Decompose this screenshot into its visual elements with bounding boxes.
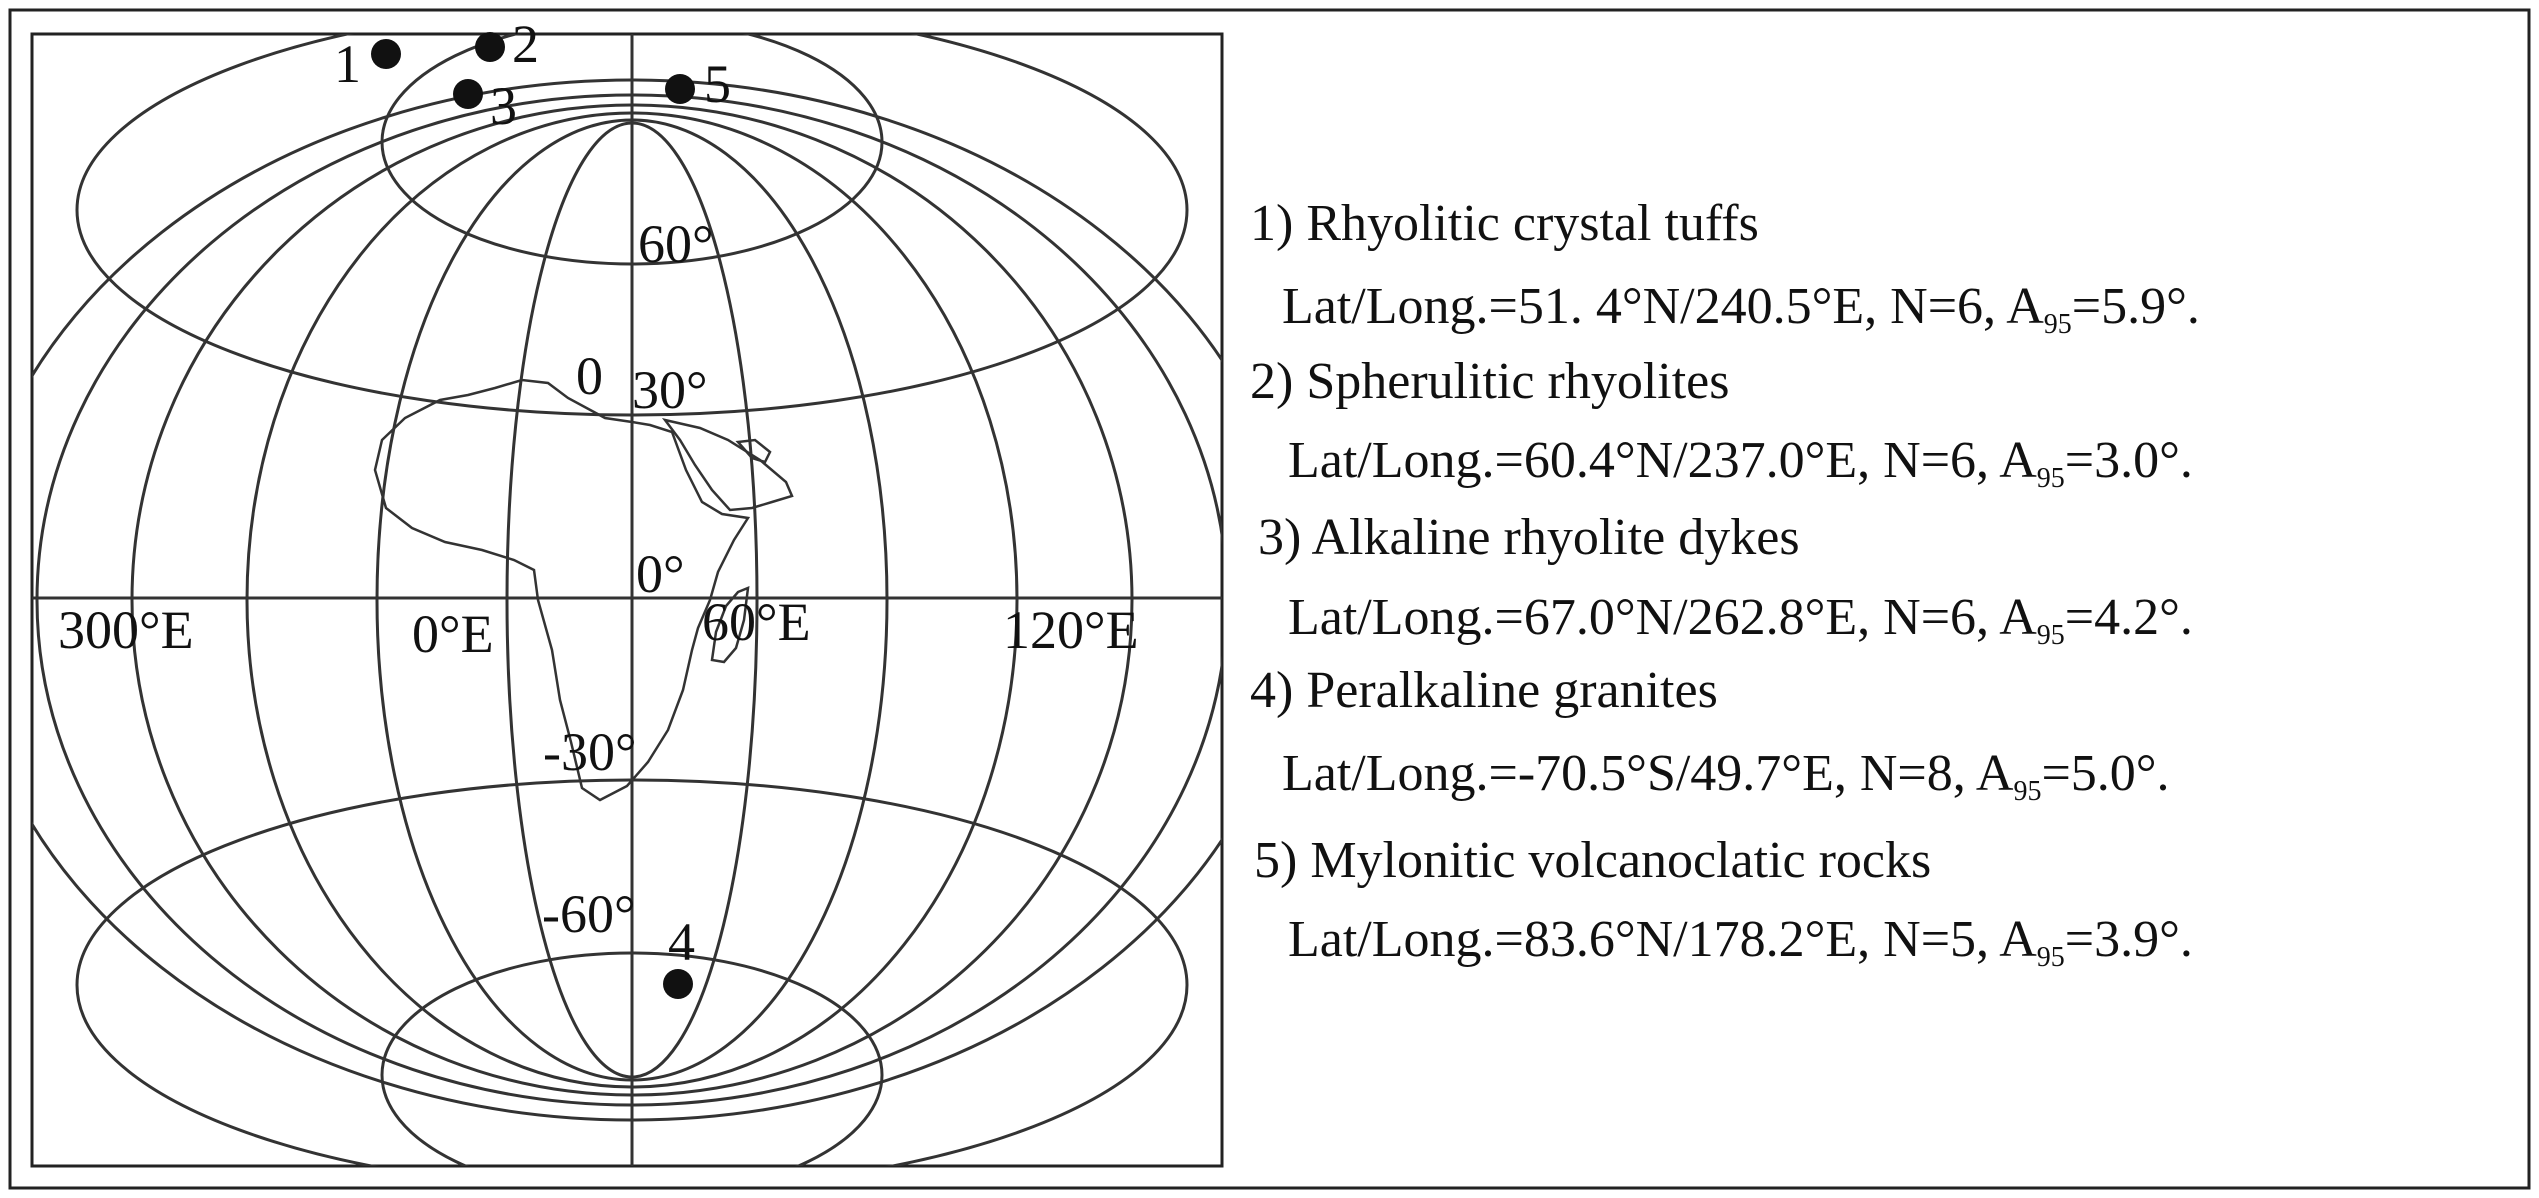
latitude-label-0: 0°	[636, 544, 685, 604]
legend-detail-2: Lat/Long.=60.4°N/237.0°E, N=6, A95=3.0°.	[1288, 432, 2193, 494]
legend-detail-1: Lat/Long.=51. 4°N/240.5°E, N=6, A95=5.9°.	[1282, 278, 2200, 340]
longitude-label-0e: 0°E	[412, 604, 494, 664]
pole-label-1: 1	[334, 34, 361, 94]
pole-label-4: 4	[668, 912, 695, 972]
legend-entry-1	[1250, 195, 2200, 340]
legend-title-2: 2) Spherulitic rhyolites	[1250, 353, 1730, 410]
pole-marker-2	[475, 32, 505, 62]
pole-marker-1	[371, 39, 401, 69]
longitude-label-120e: 120°E	[1003, 600, 1139, 660]
meridian-zero-label: 0	[576, 346, 603, 406]
legend-entry-5	[1254, 832, 2193, 973]
longitude-label-60e: 60°E	[702, 592, 811, 652]
legend-detail-5: Lat/Long.=83.6°N/178.2°E, N=5, A95=3.9°.	[1288, 911, 2193, 973]
pole-marker-4	[663, 969, 693, 999]
legend-detail-3: Lat/Long.=67.0°N/262.8°E, N=6, A95=4.2°.	[1288, 589, 2193, 651]
latitude-label-60s: -60°	[542, 884, 636, 944]
legend-panel	[1250, 195, 2200, 973]
latitude-label-60n: 60°	[638, 214, 714, 274]
pole-label-3: 3	[490, 76, 517, 136]
legend-detail-4: Lat/Long.=-70.5°S/49.7°E, N=8, A95=5.0°.	[1282, 745, 2170, 807]
legend-title-4: 4) Peralkaline granites	[1250, 662, 1718, 719]
legend-entry-4	[1250, 662, 2170, 807]
legend-entry-2	[1250, 353, 2193, 494]
legend-entry-3	[1258, 509, 2193, 651]
map-panel	[0, 5, 1297, 1197]
longitude-label-300e: 300°E	[58, 600, 194, 660]
pole-marker-5	[665, 74, 695, 104]
pole-label-2: 2	[512, 14, 539, 74]
legend-title-3: 3) Alkaline rhyolite dykes	[1258, 509, 1800, 566]
latitude-label-30s: -30°	[543, 722, 637, 782]
legend-title-1: 1) Rhyolitic crystal tuffs	[1250, 195, 1759, 252]
legend-title-5: 5) Mylonitic volcanoclatic rocks	[1254, 832, 1932, 889]
pole-marker-3	[453, 79, 483, 109]
pole-label-5: 5	[704, 54, 731, 114]
latitude-label-30n: 30°	[632, 360, 708, 420]
